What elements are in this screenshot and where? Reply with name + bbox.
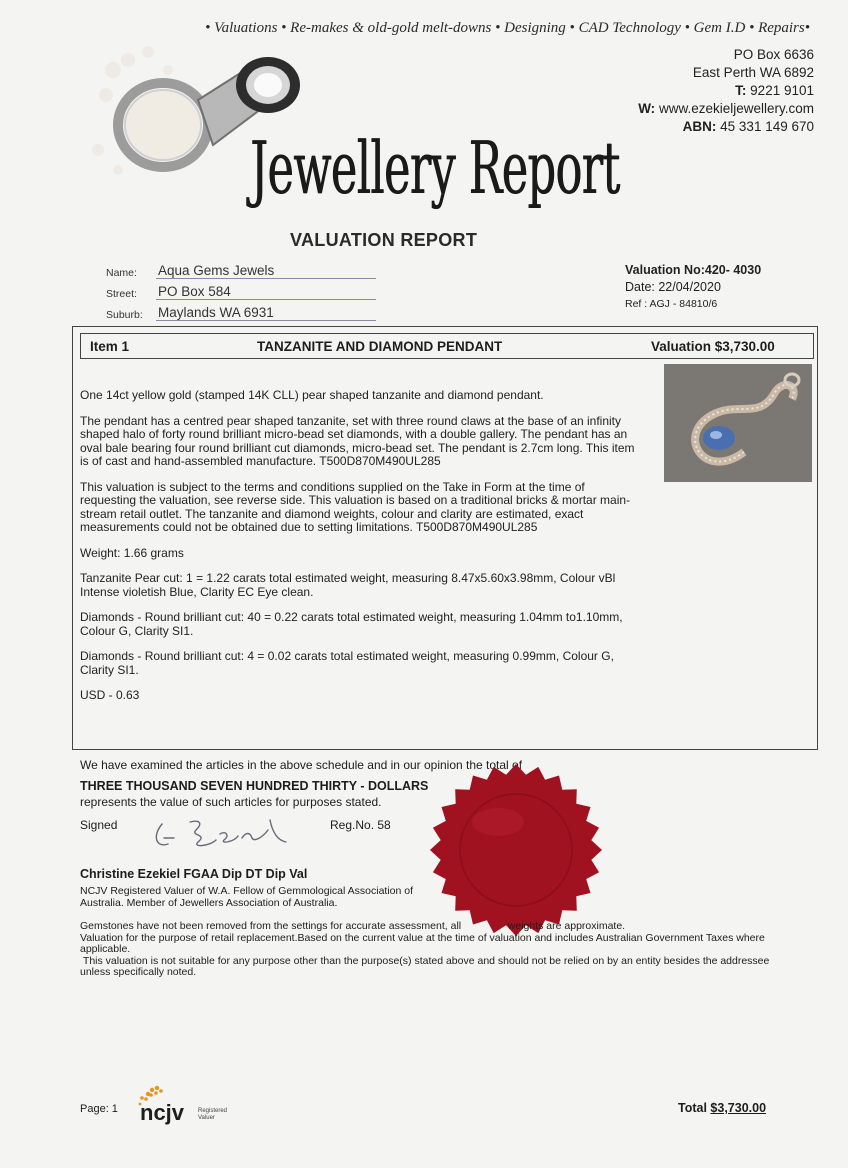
client-street: PO Box 584 xyxy=(156,284,376,300)
client-details xyxy=(106,258,376,321)
total-amount: Total $3,730.00 xyxy=(678,1101,767,1115)
signature xyxy=(150,810,300,854)
desc-diamonds-4: Diamonds - Round brilliant cut: 4 = 0.02 carats total estimated weight, measuring 0.99mm, Colour G, Clarity SI1. xyxy=(80,649,614,677)
item-number: Item 1 xyxy=(90,339,130,354)
pendant-photo xyxy=(664,364,812,482)
desc-details: The pendant has a centred pear shaped tanzanite, set with three round claws at the base of an infinity shaped halo of forty round brilliant micro-bead set diamonds, with a double gallery. The pendant has an oval bale bearing four round brilliant cut diamonds, micro-bead set. The pendant is 2.7cm long. This item is of cast and hand-assembled manufacture. T500D870M490UL285 xyxy=(80,413,635,468)
disclaimer-gemstones: Gemstones have not been removed from the settings for accurate assessment, all weights are approximate. xyxy=(80,920,626,932)
jewellery-report-title: Jewellery Report xyxy=(250,126,620,210)
valuation-report-heading: VALUATION REPORT xyxy=(290,230,478,250)
valuation-ref: Ref : AGJ - 84810/6 xyxy=(625,298,718,310)
valuation-meta xyxy=(625,262,761,313)
desc-summary: One 14ct yellow gold (stamped 14K CLL) pear shaped tanzanite and diamond pendant. xyxy=(80,388,544,402)
desc-usd: USD - 0.63 xyxy=(80,688,140,702)
disclaimer xyxy=(80,921,790,979)
signer-credentials: NCJV Registered Valuer of W.A. Fellow of Gemmological Association of Australia. Member of Jewellers Association of Australia. xyxy=(80,885,414,909)
web-line: W: www.ezekieljewellery.com xyxy=(638,101,814,116)
valuation-number: Valuation No:420- 4030 xyxy=(625,263,762,277)
client-name-row: Name: Aqua Gems Jewels xyxy=(106,258,376,279)
city: East Perth WA 6892 xyxy=(692,65,814,80)
signer-name: Christine Ezekiel FGAA Dip DT Dip Val xyxy=(80,867,308,881)
ncjv-logo xyxy=(130,1082,240,1128)
desc-tanzanite: Tanzanite Pear cut: 1 = 1.22 carats total estimated weight, measuring 8.47x5.60x3.98mm, Colour vBl Intense violetish Blue, Clarity EC Eye clean. xyxy=(80,571,616,599)
client-name: Aqua Gems Jewels xyxy=(156,263,376,279)
ncjv-sub1: Registered xyxy=(198,1108,228,1114)
amount-in-words: THREE THOUSAND SEVEN HUNDRED THIRTY - DOLLARS xyxy=(80,779,429,793)
ncjv-sub2: Valuer xyxy=(198,1115,215,1121)
item-description xyxy=(80,389,640,715)
desc-weight: Weight: 1.66 grams xyxy=(80,545,184,560)
item-valuation: Valuation $3,730.00 xyxy=(651,339,775,354)
red-wax-seal xyxy=(428,762,604,938)
desc-terms: This valuation is subject to the terms and conditions supplied on the Take in Form at the time of requesting the valuation, see reverse side. This valuation is based on a traditional bricks & mortar main-stream retail outlet. The tanzanite and diamond weights, colour and clarity are estimated, exact measurements could not be obtained due to setting limitations. T500D870M490UL285 xyxy=(80,479,631,534)
represents-text: represents the value of such articles for purposes stated. xyxy=(80,795,382,809)
valuation-date: Date: 22/04/2020 xyxy=(625,280,721,294)
opinion-text: We have examined the articles in the above schedule and in our opinion the total of xyxy=(80,758,523,772)
disclaimer-valuation: Valuation for the purpose of retail replacement.Based on the current value at the time of valuation and includes Australian Government Taxes where applicable. xyxy=(80,931,765,955)
phone-line: T: 9221 9101 xyxy=(735,83,814,98)
item-header-bar xyxy=(80,333,814,359)
contact-block xyxy=(638,46,814,136)
client-suburb: Maylands WA 6931 xyxy=(156,305,376,321)
services-line: • Valuations • Re-makes & old-gold melt-downs • Designing • CAD Technology • Gem I.D • Repairs• xyxy=(205,20,810,36)
ncjv-wordmark: ncjv xyxy=(140,1100,185,1125)
signed-label: Signed xyxy=(80,818,118,832)
client-suburb-row: Suburb: Maylands WA 6931 xyxy=(106,300,376,321)
abn-line: ABN: 45 331 149 670 xyxy=(682,119,814,134)
disclaimer-suitability: This valuation is not suitable for any purpose other than the purpose(s) stated above and should not be relied on by an entity besides the addressee unless specifically noted. xyxy=(80,954,773,978)
registration-number: Reg.No. 58 xyxy=(330,818,391,832)
client-street-row: Street: PO Box 584 xyxy=(106,279,376,300)
desc-diamonds-40: Diamonds - Round brilliant cut: 40 = 0.22 carats total estimated weight, measuring 1.04mm to1.10mm, Colour G, Clarity SI1. xyxy=(80,610,623,638)
po-box: PO Box 6636 xyxy=(733,47,814,62)
page-number: Page: 1 xyxy=(80,1103,118,1115)
item-name: TANZANITE AND DIAMOND PENDANT xyxy=(257,339,503,354)
